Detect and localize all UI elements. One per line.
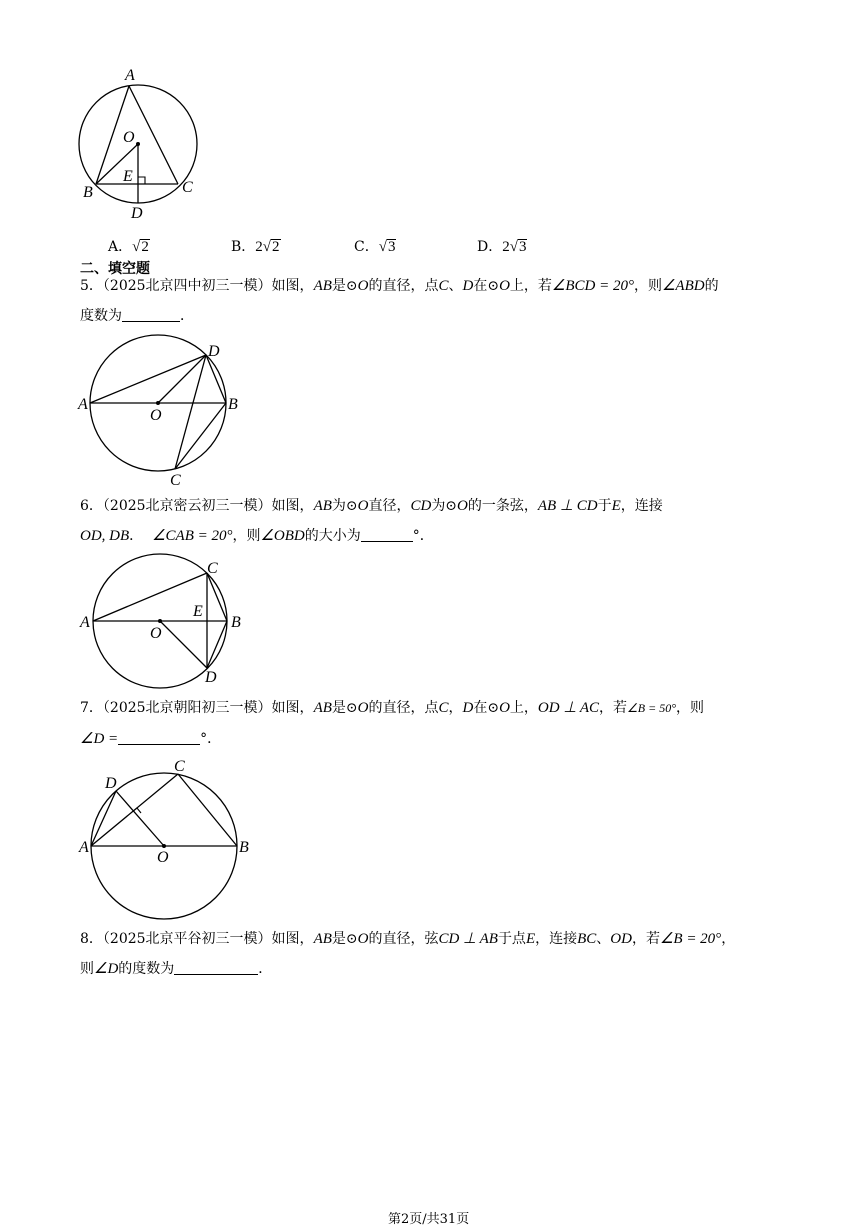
label-O-q5: O xyxy=(150,407,162,424)
question-8-line2: 则∠D的度数为 ． xyxy=(80,961,273,977)
label-C-q7: C xyxy=(174,758,185,775)
label-C-q5: C xyxy=(170,472,181,489)
right-angle-mark-q7 xyxy=(132,808,141,813)
label-A-q6: A xyxy=(80,614,90,631)
section-title: 二、填空题 xyxy=(80,261,150,277)
label-B: B xyxy=(83,184,93,201)
label-C-q6: C xyxy=(207,560,218,577)
label-B-q6: B xyxy=(231,614,241,631)
question-6-line1: 6．（2025北京密云初三一模）如图，AB为⊙O直径，CD为⊙O的一条弦，AB ⊥ CD于E，连接 xyxy=(80,498,663,514)
label-O: O xyxy=(123,129,135,146)
option-d: D．2√3 xyxy=(477,239,527,255)
question-8-line1: 8．（2025北京平谷初三一模）如图，AB是⊙O的直径，弦CD ⊥ AB于点E，连接BC、OD，若∠B = 20°， xyxy=(80,931,736,947)
label-E-q6: E xyxy=(193,603,203,620)
label-O-q6: O xyxy=(150,625,162,642)
label-D-q6: D xyxy=(205,669,217,686)
label-A-q7: A xyxy=(79,839,89,856)
label-B-q7: B xyxy=(239,839,249,856)
option-a: A．√2 xyxy=(108,239,149,255)
center-dot-q7 xyxy=(162,844,166,848)
label-D-q7: D xyxy=(105,775,117,792)
segment-OD-q7 xyxy=(116,791,164,846)
label-D-q5: D xyxy=(208,343,220,360)
label-B-q5: B xyxy=(228,396,238,413)
question-6-line2: OD, DB． ∠CAB = 20°，则∠OBD的大小为 °． xyxy=(80,528,434,544)
question-5-line1: 5．（2025北京四中初三一模）如图，AB是⊙O的直径，点C、D在⊙O上，若∠BCD = 20°，则∠ABD的 xyxy=(80,278,719,294)
label-E: E xyxy=(123,168,133,185)
question-5-line2: 度数为 ． xyxy=(80,308,194,324)
option-b: B．2√2 xyxy=(231,239,280,255)
option-c: C．√3 xyxy=(354,239,396,255)
label-O-q7: O xyxy=(157,849,169,866)
label-A-q5: A xyxy=(78,396,88,413)
segment-AD-q7 xyxy=(91,791,116,846)
label-A: A xyxy=(125,67,135,84)
question-7-line2: ∠D = °． xyxy=(80,731,222,747)
page-footer: 第2页/共31页 xyxy=(388,1212,470,1227)
question-7-line1: 7．（2025北京朝阳初三一模）如图，AB是⊙O的直径，点C，D在⊙O上，OD ⊥ AC，若∠B = 50°，则 xyxy=(80,700,705,716)
label-C: C xyxy=(182,179,193,196)
label-D: D xyxy=(131,205,143,222)
answer-blank-q8[interactable] xyxy=(174,960,258,975)
